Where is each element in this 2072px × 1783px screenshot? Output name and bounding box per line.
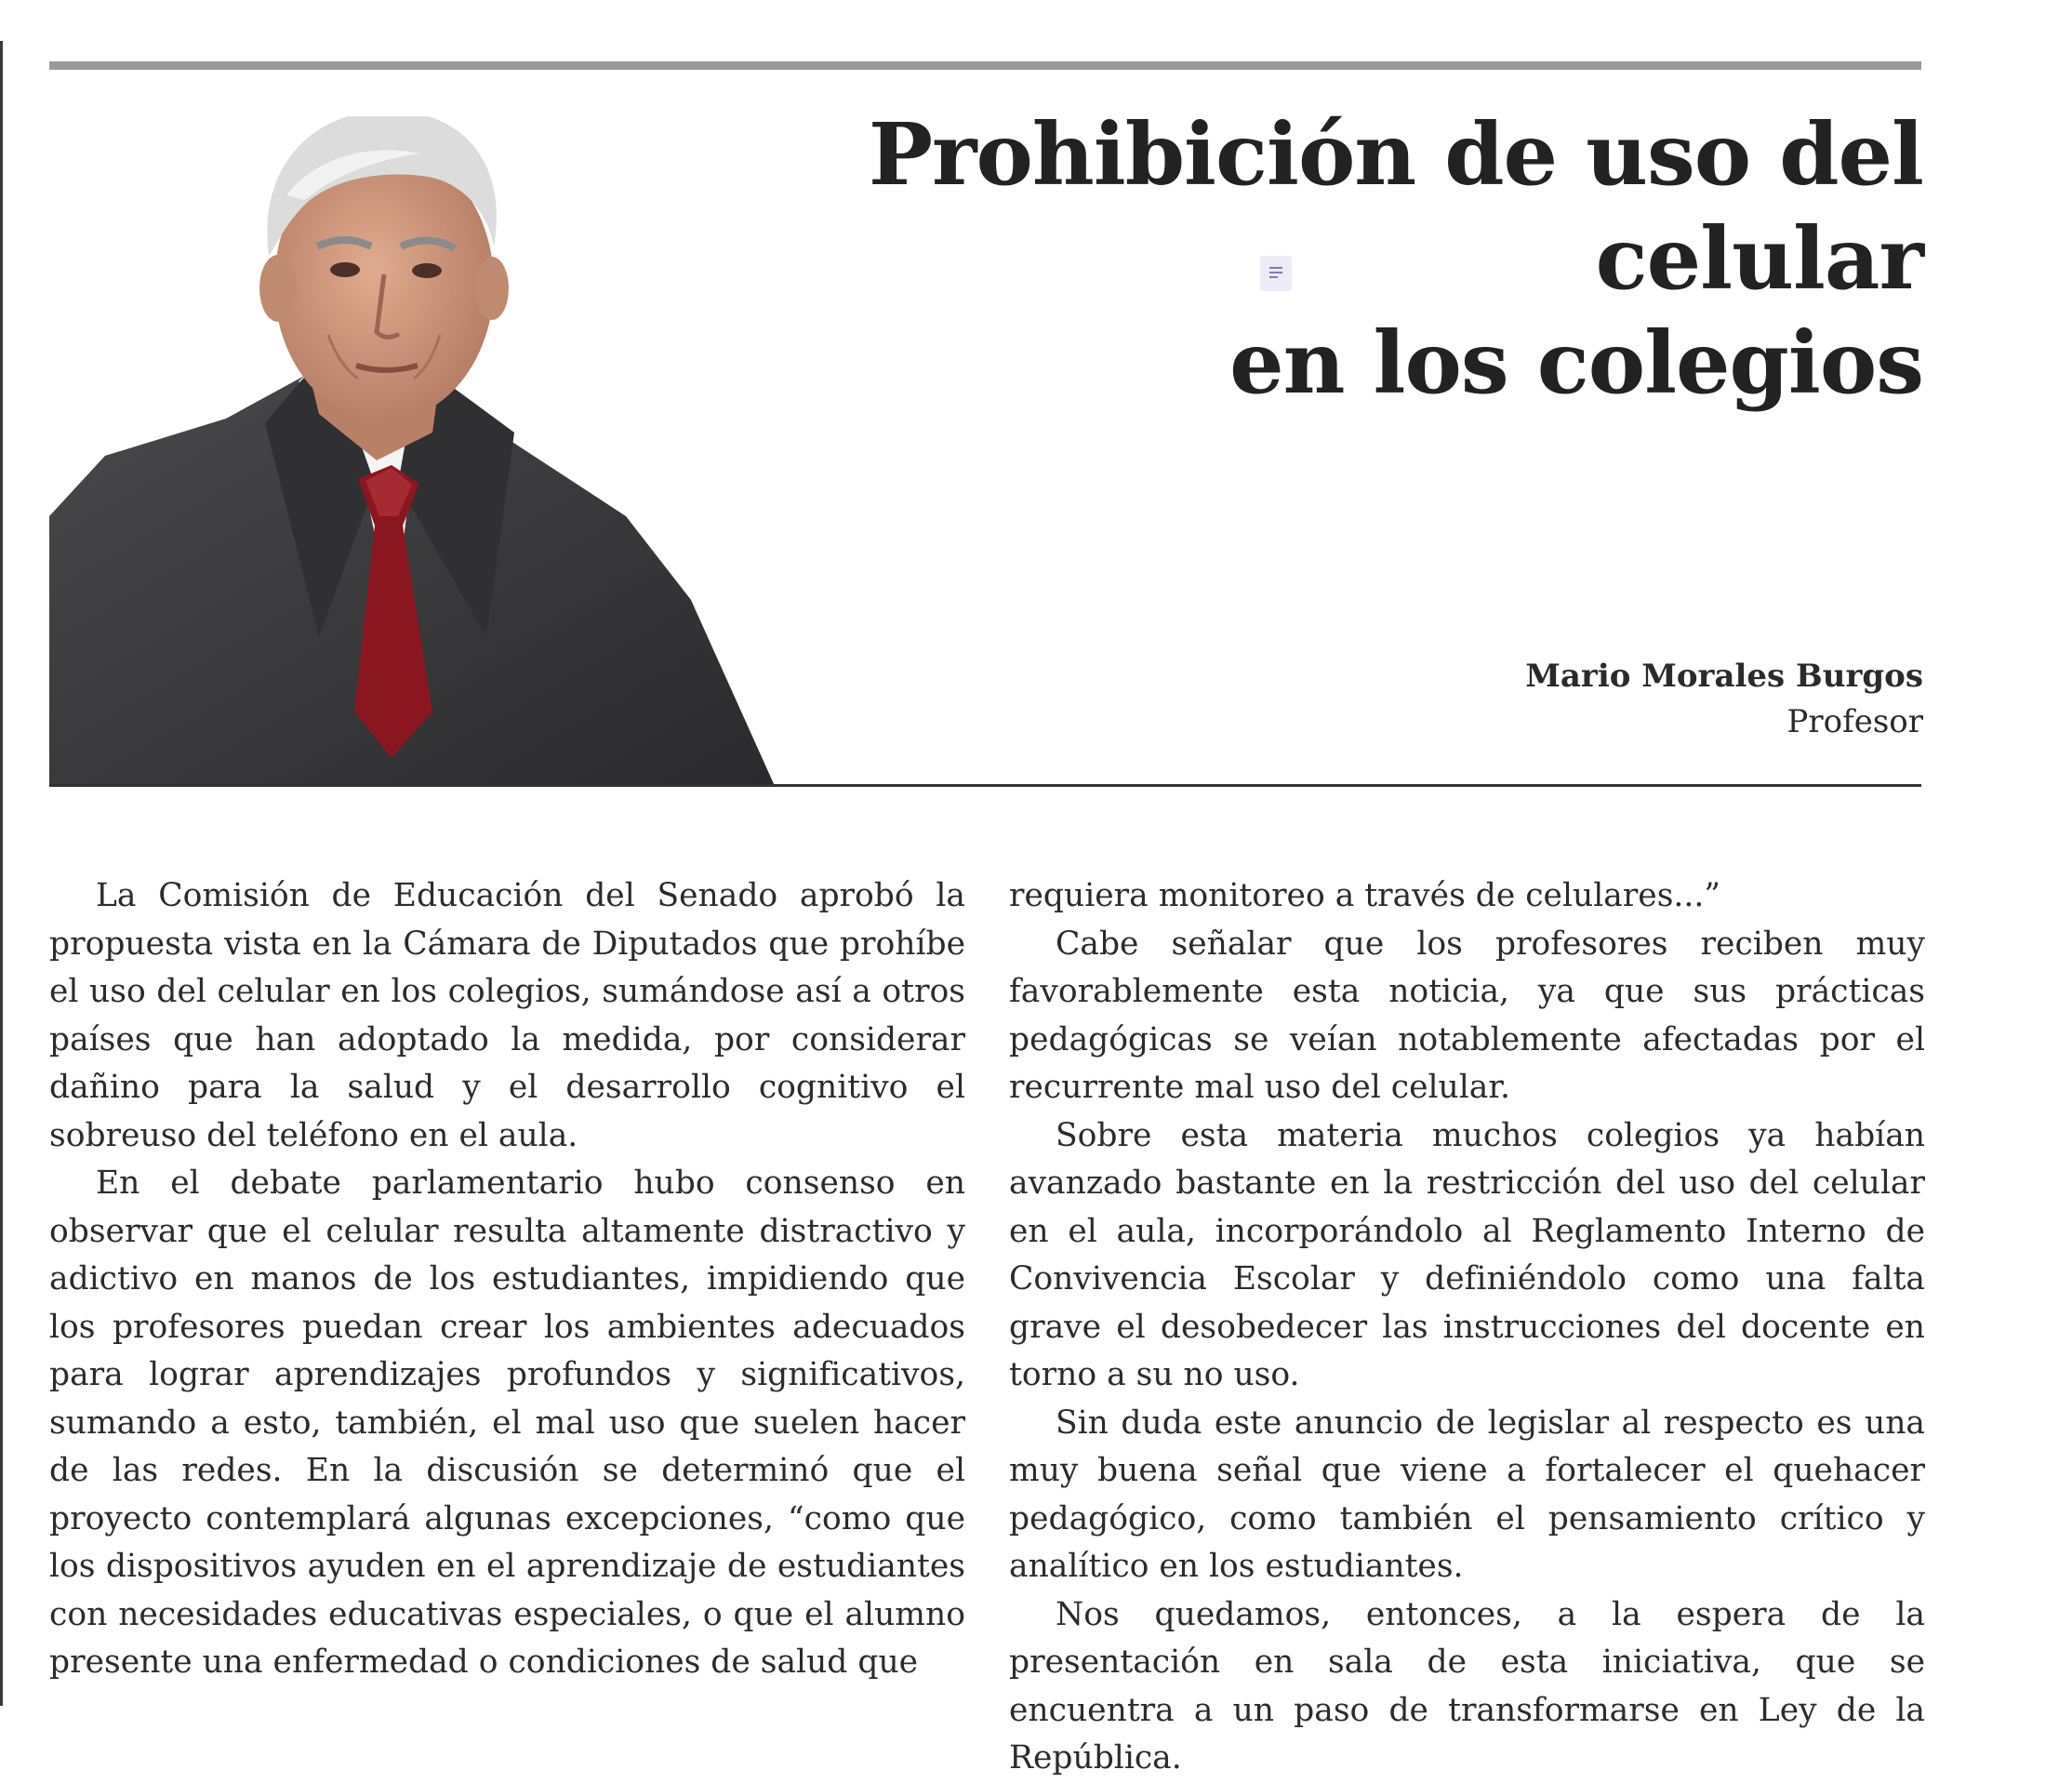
author-portrait [49,116,775,786]
body-paragraph: En el debate parlamentario hubo consenso en observar que el celular resulta altamente distractivo y adictivo en manos de los estudiantes, impidiendo que los profesores puedan crear los ambientes adecuados para lograr aprendizajes profundos y significativos, sumando a esto, también, el mal uso que suelen hacer de las redes. En la discusión se determinó que el proyecto contemplará algunas excepciones, “como que los dispositivos ayuden en el aprendizaje de estudiantes con necesidades educativas especiales, o que el alumno presente una enfermedad o condiciones de salud que [49,1164,965,1681]
section-top-bar [49,61,1921,70]
body-column-left [49,872,965,1687]
author-role: Profesor [1786,703,1923,740]
headline-line-1: Prohibición de uso del celular [868,104,1923,309]
body-paragraph: Nos quedamos, entonces, a la espera de la presentación en sala de esta iniciativa, que se encuentra a un paso de transformarse en Ley de la República. [1009,1595,1925,1776]
header-rule [49,784,1921,787]
body-paragraph: Sobre esta materia muchos colegios ya habían avanzado bastante en la restricción del uso del celular en el aula, incorporándolo al Reglamento Interno de Convivencia Escolar y definiéndolo como una falta grave el desobedecer las instrucciones del docente en torno a su no uso. [1009,1116,1925,1393]
byline [1525,654,1923,745]
page-edge-rule [0,41,3,1706]
body-paragraph-continuation: requiera monitoreo a través de celulares...” [1009,877,1720,914]
body-column-right [1009,872,1925,1783]
body-paragraph: Cabe señalar que los profesores reciben muy favorablemente esta noticia, ya que sus prácticas pedagógicas se veían notablemente afectadas por el recurrente mal uso del celular. [1009,925,1925,1106]
body-paragraph: Sin duda este anuncio de legislar al respecto es una muy buena señal que viene a fortalecer el quehacer pedagógico, como también el pensamiento crítico y analítico en los estudiantes. [1009,1404,1925,1585]
author-name: Mario Morales Burgos [1525,658,1923,695]
note-icon[interactable] [1260,256,1292,291]
author-portrait-illustration [49,116,775,786]
headline-line-2: en los colegios [1229,313,1923,413]
body-paragraph: La Comisión de Educación del Senado aprobó la propuesta vista en la Cámara de Diputados que prohíbe el uso del celular en los colegios, sumándose así a otros países que han adoptado la medida, por considerar dañino para la salud y el desarrollo cognitivo el sobreuso del teléfono en el aula. [49,877,965,1154]
